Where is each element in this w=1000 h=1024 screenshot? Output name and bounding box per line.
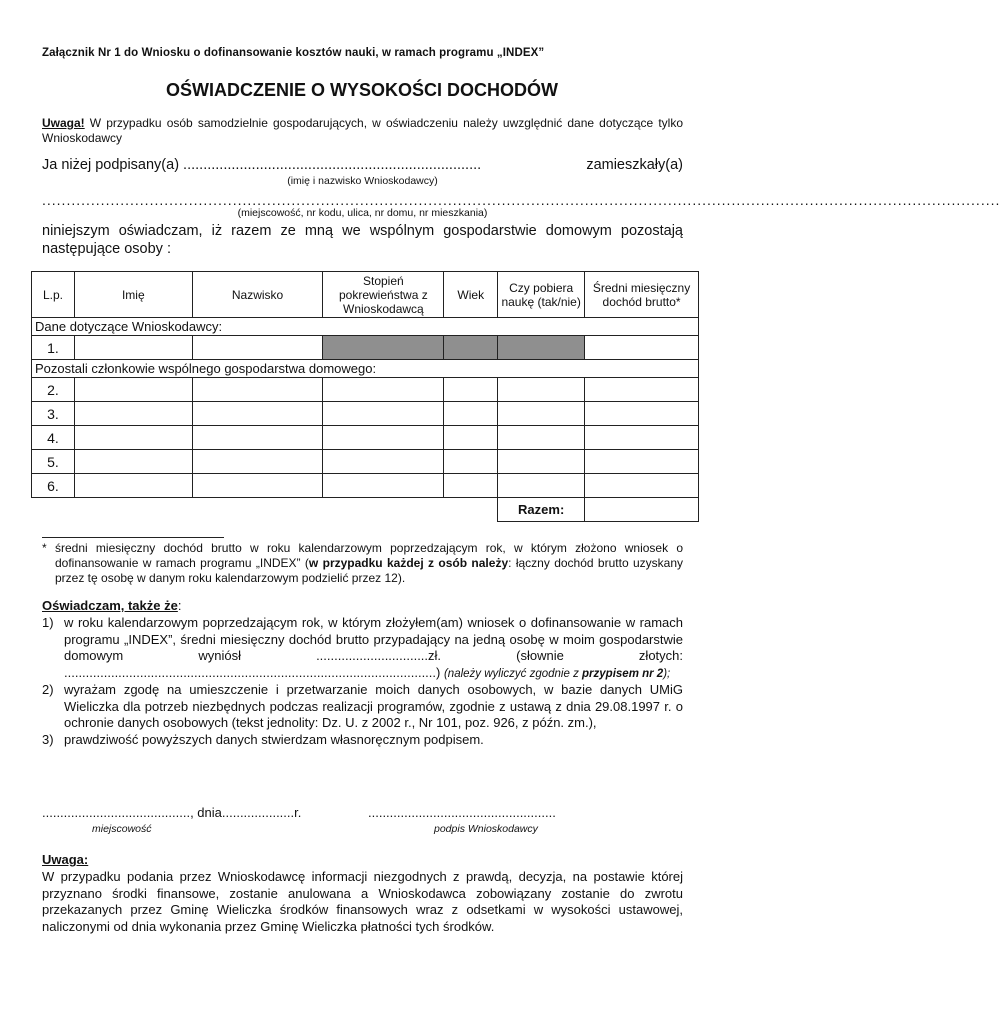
- row-number: 6.: [32, 474, 75, 498]
- first-name-cell[interactable]: [74, 474, 192, 498]
- footnote: [42, 541, 683, 586]
- item-text: wyrażam zgodę na umieszczenie i przetwarzanie moich danych osobowych, w bazie danych UMiG Wieliczka dla potrzeb niezbędnych podczas realizacji programów, zgodnie z ustawą z dnia 29.08.1997 r. o ochronie danych osobowych (tekst jednolity: Dz. U. z 2002 r., Nr 101, poz. 926, z późn. zm.),: [64, 682, 683, 730]
- age-cell-disabled: [444, 336, 498, 360]
- item-text: prawdziwość powyższych danych stwierdzam własnoręcznym podpisem.: [64, 731, 484, 747]
- income-cell[interactable]: [585, 450, 699, 474]
- first-name-cell[interactable]: [74, 426, 192, 450]
- relationship-cell[interactable]: [323, 474, 444, 498]
- signee-name-hint: (imię i nazwisko Wnioskodawcy): [287, 175, 438, 187]
- col-income: Średni miesięczny dochód brutto*: [585, 272, 699, 318]
- age-cell[interactable]: [444, 378, 498, 402]
- section-others: [32, 360, 699, 378]
- footnote-text-b: : łączny dochód brutto uzyskany przez tę osobę w danym roku kalendarzowym podzielić przez 12).: [55, 556, 684, 585]
- row-number: 1.: [32, 336, 75, 360]
- declaration-item-2: [42, 682, 683, 732]
- studying-cell[interactable]: [498, 402, 585, 426]
- signee-line: [42, 157, 683, 173]
- place-date-field[interactable]: ........................................., dnia....................r.: [42, 805, 302, 820]
- item-note-b: );: [663, 667, 671, 680]
- declaration-heading-label: Oświadczam, także że: [42, 598, 178, 613]
- footnote-text-bold: w przypadku każdej z osób należy: [308, 556, 509, 570]
- declaration-heading: [42, 598, 181, 613]
- col-lp: L.p.: [32, 272, 75, 318]
- last-name-cell[interactable]: [192, 378, 323, 402]
- first-name-cell[interactable]: [74, 402, 192, 426]
- footnote-star: *: [42, 541, 47, 555]
- age-cell[interactable]: [444, 426, 498, 450]
- col-studying: Czy pobiera naukę (tak/nie): [498, 272, 585, 318]
- place-label: miejscowość: [92, 823, 152, 835]
- address-hint: (miejscowość, nr kodu, ulica, nr domu, nr mieszkania): [237, 207, 488, 219]
- address-field[interactable]: ....................................................................................................................................................................................................: [42, 192, 1000, 208]
- total-label: Razem:: [498, 498, 585, 522]
- table-row: [32, 426, 699, 450]
- studying-cell[interactable]: [498, 450, 585, 474]
- household-statement: niniejszym oświadczam, iż razem ze mną we wspólnym gospodarstwie domowym pozostają następujące osoby :: [42, 223, 683, 257]
- relationship-cell[interactable]: [323, 378, 444, 402]
- last-name-cell[interactable]: [192, 426, 323, 450]
- item-note-bold: przypisem nr 2: [582, 667, 664, 680]
- income-cell[interactable]: [585, 402, 699, 426]
- table-header-row: [32, 272, 699, 318]
- signature-line: [42, 805, 683, 820]
- col-first-name: Imię: [74, 272, 192, 318]
- income-cell[interactable]: [585, 336, 699, 360]
- signature-label: podpis Wnioskodawcy: [434, 823, 538, 835]
- household-table: [31, 271, 699, 522]
- item-note-a: (należy wyliczyć zgodnie z: [443, 667, 583, 680]
- table-row: [32, 474, 699, 498]
- last-name-cell[interactable]: [192, 474, 323, 498]
- first-name-cell[interactable]: [74, 336, 192, 360]
- last-name-cell[interactable]: [192, 450, 323, 474]
- relationship-cell-disabled: [323, 336, 444, 360]
- studying-cell[interactable]: [498, 426, 585, 450]
- declaration-list: [42, 615, 683, 748]
- warning-label: Uwaga!: [42, 116, 85, 130]
- total-spacer: [32, 498, 498, 522]
- studying-cell-disabled: [498, 336, 585, 360]
- first-name-cell[interactable]: [74, 378, 192, 402]
- attachment-header: Załącznik Nr 1 do Wniosku o dofinansowanie kosztów nauki, w ramach programu „INDEX”: [42, 47, 545, 59]
- first-name-cell[interactable]: [74, 450, 192, 474]
- footnote-text: [55, 541, 683, 586]
- item-number: 2): [42, 682, 54, 697]
- col-relationship: Stopień pokrewieństwa z Wnioskodawcą: [323, 272, 444, 318]
- declaration-item-1: [42, 615, 683, 682]
- item-number: 3): [42, 731, 54, 747]
- signee-name-field[interactable]: Ja niżej podpisany(a) ..........................................................................: [42, 157, 482, 173]
- age-cell[interactable]: [444, 474, 498, 498]
- studying-cell[interactable]: [498, 378, 585, 402]
- warning2-heading: Uwaga:: [42, 852, 89, 867]
- page-title: OŚWIADCZENIE O WYSOKOŚCI DOCHODÓW: [165, 80, 558, 100]
- item-text: w roku kalendarzowym poprzedzającym rok, w którym złożyłem(am) wniosek o dofinansowanie w ramach programu „INDEX”, średni miesięczny dochód brutto przypadający na jedną osobę w moim gospodarstwie domowym wyniósł ...............................zł. (słownie złotych: .......................................................................................................): [64, 615, 683, 680]
- residence-label: zamieszkały(a): [586, 157, 683, 173]
- section-applicant-label: Dane dotyczące Wnioskodawcy:: [32, 318, 699, 336]
- table-row: [32, 450, 699, 474]
- age-cell[interactable]: [444, 402, 498, 426]
- warning2-text: W przypadku podania przez Wnioskodawcę informacji niezgodnych z prawdą, decyzja, na postawie której przyznano środki finansowe, zostanie anulowana a Wnioskodawca zobowiązany zostanie do zwrotu przekazanych przez Gminę Wieliczka środków finansowych wraz z odsetkami w wysokości ustawowej, naliczonymi od dnia wykonania przez Gminę Wieliczka płatności tych środków.: [42, 869, 683, 934]
- col-last-name: Nazwisko: [192, 272, 323, 318]
- income-cell[interactable]: [585, 426, 699, 450]
- footnote-text-a: średni miesięczny dochód brutto w roku kalendarzowym poprzedzającym rok, w którym złożono wniosek o dofinansowanie w ramach programu „INDEX” (: [55, 541, 683, 570]
- warning-note: [42, 116, 683, 146]
- signature-field[interactable]: ....................................................: [368, 805, 556, 820]
- total-income-cell[interactable]: [585, 498, 699, 522]
- table-row: [32, 336, 699, 360]
- age-cell[interactable]: [444, 450, 498, 474]
- row-number: 4.: [32, 426, 75, 450]
- relationship-cell[interactable]: [323, 426, 444, 450]
- income-cell[interactable]: [585, 474, 699, 498]
- col-age: Wiek: [444, 272, 498, 318]
- warning-text: W przypadku osób samodzielnie gospodarujących, w oświadczeniu należy uwzględnić dane dotyczące tylko Wnioskodawcy: [42, 116, 683, 145]
- total-row: [32, 498, 699, 522]
- footnote-divider: [42, 537, 224, 538]
- studying-cell[interactable]: [498, 474, 585, 498]
- section-others-label: Pozostali członkowie wspólnego gospodarstwa domowego:: [32, 360, 699, 378]
- income-cell[interactable]: [585, 378, 699, 402]
- section-applicant: [32, 318, 699, 336]
- table-row: [32, 378, 699, 402]
- declaration-colon: :: [177, 598, 182, 613]
- row-number: 5.: [32, 450, 75, 474]
- item-number: 1): [42, 615, 54, 630]
- last-name-cell[interactable]: [192, 336, 323, 360]
- table-row: [32, 402, 699, 426]
- row-number: 3.: [32, 402, 75, 426]
- declaration-item-3: [42, 732, 683, 749]
- row-number: 2.: [32, 378, 75, 402]
- last-name-cell[interactable]: [192, 402, 323, 426]
- relationship-cell[interactable]: [323, 450, 444, 474]
- relationship-cell[interactable]: [323, 402, 444, 426]
